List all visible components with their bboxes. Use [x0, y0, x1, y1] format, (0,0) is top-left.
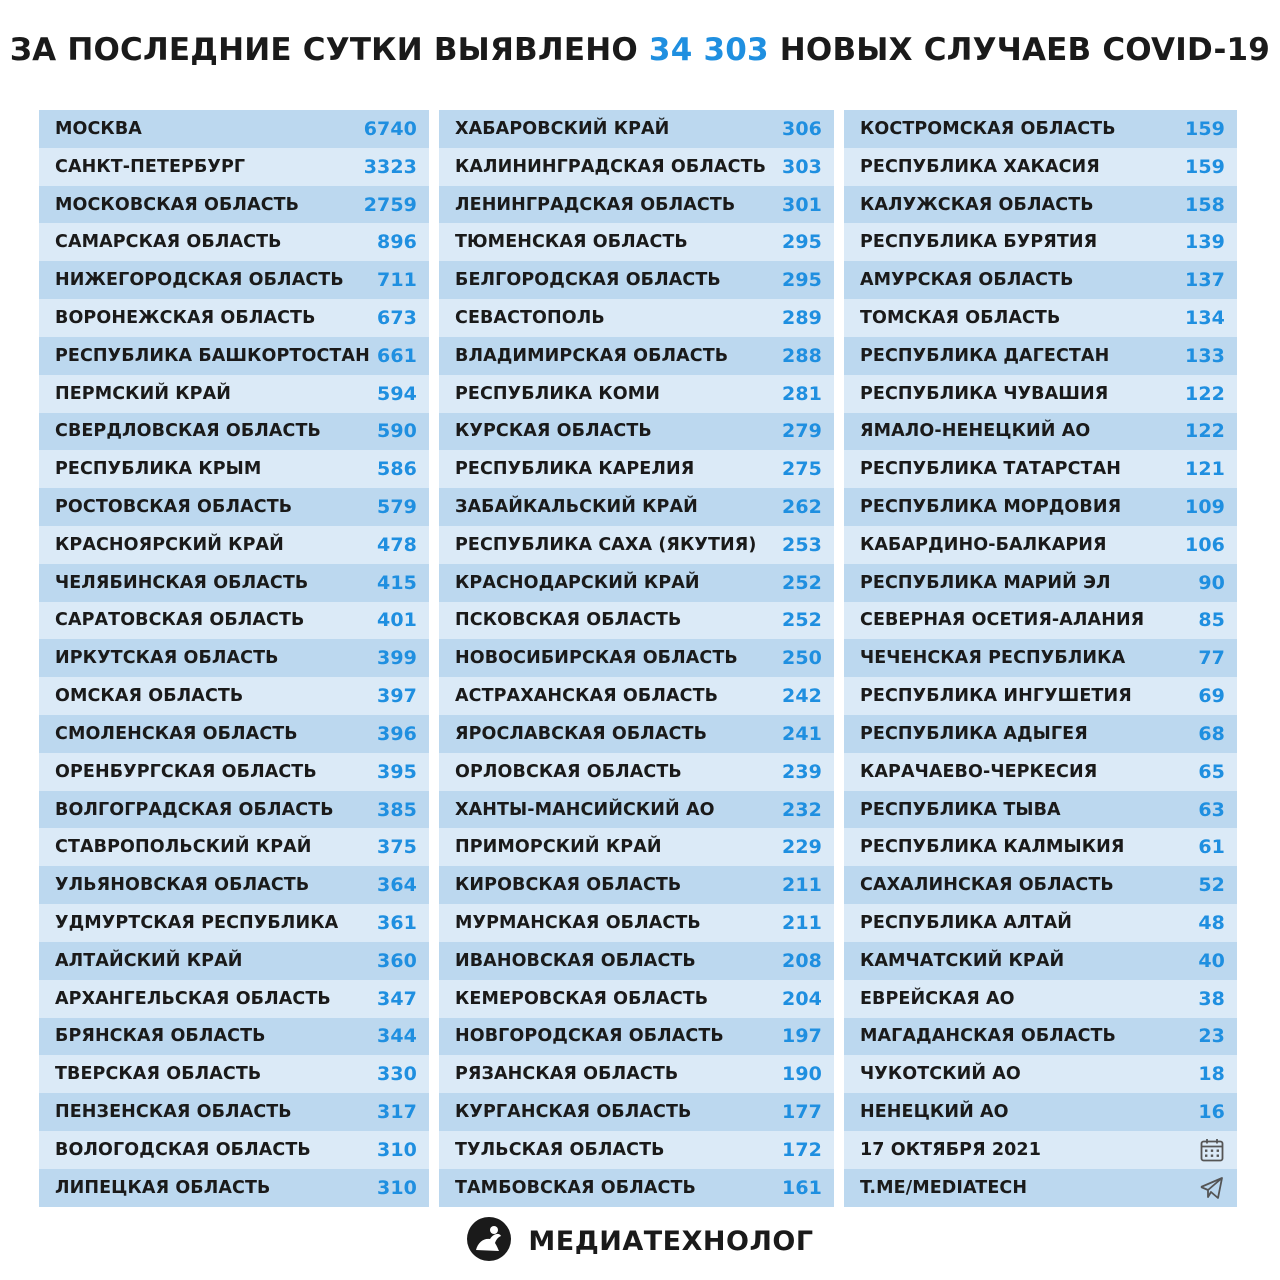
region-name: СТАВРОПОЛЬСКИЙ КРАЙ: [55, 837, 312, 858]
case-count: 579: [377, 496, 417, 519]
case-count: 122: [1185, 382, 1225, 405]
brand-name: МЕДИАТЕХНОЛОГ: [528, 1225, 814, 1257]
table-row: [439, 450, 834, 488]
case-count: 252: [782, 571, 822, 594]
title-prefix: ЗА ПОСЛЕДНИЕ СУТКИ ВЫЯВЛЕНО: [9, 32, 638, 68]
case-count: 40: [1198, 949, 1225, 972]
region-name: УДМУРТСКАЯ РЕСПУБЛИКА: [55, 912, 339, 933]
column-2: [439, 110, 834, 1207]
region-name: РЕСПУБЛИКА САХА (ЯКУТИЯ): [455, 534, 757, 555]
table-row: [39, 866, 429, 904]
table-row: [39, 980, 429, 1018]
region-name: УЛЬЯНОВСКАЯ ОБЛАСТЬ: [55, 875, 310, 896]
table-row: [39, 564, 429, 602]
table-row: [439, 980, 834, 1018]
case-count: 330: [377, 1063, 417, 1086]
region-name: БЕЛГОРОДСКАЯ ОБЛАСТЬ: [455, 270, 721, 291]
table-row: [439, 1055, 834, 1093]
region-name: РЕСПУБЛИКА ТЫВА: [860, 799, 1061, 820]
case-count: 90: [1198, 571, 1225, 594]
case-count: 159: [1185, 155, 1225, 178]
case-count: 139: [1185, 231, 1225, 254]
region-name: РЕСПУБЛИКА КОМИ: [455, 383, 660, 404]
table-row: [844, 602, 1237, 640]
table-row: [39, 110, 429, 148]
region-name: КАРАЧАЕВО-ЧЕРКЕСИЯ: [860, 761, 1098, 782]
table-row: [439, 110, 834, 148]
region-name: ИВАНОВСКАЯ ОБЛАСТЬ: [455, 950, 696, 971]
case-count: 364: [377, 874, 417, 897]
case-count: 253: [782, 533, 822, 556]
region-name: РЕСПУБЛИКА АДЫГЕЯ: [860, 723, 1088, 744]
region-name: ТВЕРСКАЯ ОБЛАСТЬ: [55, 1064, 262, 1085]
region-name: ИРКУТСКАЯ ОБЛАСТЬ: [55, 648, 279, 669]
region-name: РЕСПУБЛИКА ЧУВАШИЯ: [860, 383, 1109, 404]
case-count: 239: [782, 760, 822, 783]
case-count: 310: [377, 1138, 417, 1161]
table-row: [844, 337, 1237, 375]
case-count: 122: [1185, 420, 1225, 443]
region-name: РЕСПУБЛИКА КАЛМЫКИЯ: [860, 837, 1125, 858]
region-name: РЕСПУБЛИКА ХАКАСИЯ: [860, 156, 1100, 177]
table-row: [39, 602, 429, 640]
table-row: [39, 337, 429, 375]
region-name: ПЕРМСКИЙ КРАЙ: [55, 383, 231, 404]
region-name: РЕСПУБЛИКА ИНГУШЕТИЯ: [860, 686, 1132, 707]
case-count: 6740: [363, 117, 417, 140]
case-count: 48: [1198, 911, 1225, 934]
table-row: [439, 677, 834, 715]
case-count: 68: [1198, 722, 1225, 745]
region-name: ВОЛГОГРАДСКАЯ ОБЛАСТЬ: [55, 799, 334, 820]
case-count: 161: [782, 1176, 822, 1199]
region-name: АЛТАЙСКИЙ КРАЙ: [55, 950, 243, 971]
region-name: ЛИПЕЦКАЯ ОБЛАСТЬ: [55, 1177, 271, 1198]
region-name: ПРИМОРСКИЙ КРАЙ: [455, 837, 662, 858]
case-count: 303: [782, 155, 822, 178]
region-name: СМОЛЕНСКАЯ ОБЛАСТЬ: [55, 723, 298, 744]
case-count: 295: [782, 269, 822, 292]
region-name: САНКТ-ПЕТЕРБУРГ: [55, 156, 246, 177]
region-name: ХАБАРОВСКИЙ КРАЙ: [455, 118, 670, 139]
table-row: [844, 866, 1237, 904]
region-name: СВЕРДЛОВСКАЯ ОБЛАСТЬ: [55, 421, 321, 442]
table-row: [39, 299, 429, 337]
table-row: [844, 223, 1237, 261]
region-name: ПЕНЗЕНСКАЯ ОБЛАСТЬ: [55, 1102, 292, 1123]
footer: [0, 1216, 1280, 1266]
table-row: [439, 375, 834, 413]
region-name: ЧЕЧЕНСКАЯ РЕСПУБЛИКА: [860, 648, 1126, 669]
case-count: 594: [377, 382, 417, 405]
case-count: 295: [782, 231, 822, 254]
table-row: [844, 1018, 1237, 1056]
case-count: 69: [1198, 685, 1225, 708]
region-name: КУРСКАЯ ОБЛАСТЬ: [455, 421, 652, 442]
region-name: МАГАДАНСКАЯ ОБЛАСТЬ: [860, 1026, 1117, 1047]
table-row: [844, 715, 1237, 753]
region-name: МОСКОВСКАЯ ОБЛАСТЬ: [55, 194, 300, 215]
region-name: КАЛИНИНГРАДСКАЯ ОБЛАСТЬ: [455, 156, 767, 177]
region-name: РЕСПУБЛИКА ТАТАРСТАН: [860, 459, 1121, 480]
region-name: ХАНТЫ-МАНСИЙСКИЙ АО: [455, 799, 715, 820]
region-name: АСТРАХАНСКАЯ ОБЛАСТЬ: [455, 686, 719, 707]
case-count: 133: [1185, 344, 1225, 367]
case-count: 279: [782, 420, 822, 443]
table-row: [39, 715, 429, 753]
region-name: ПСКОВСКАЯ ОБЛАСТЬ: [455, 610, 682, 631]
region-name: САХАЛИНСКАЯ ОБЛАСТЬ: [860, 875, 1114, 896]
region-name: САРАТОВСКАЯ ОБЛАСТЬ: [55, 610, 305, 631]
table-row: [39, 791, 429, 829]
region-name: РЕСПУБЛИКА ДАГЕСТАН: [860, 345, 1110, 366]
case-count: 197: [782, 1025, 822, 1048]
table-row: [439, 639, 834, 677]
table-row: [844, 980, 1237, 1018]
table-row: [844, 1055, 1237, 1093]
region-name: КИРОВСКАЯ ОБЛАСТЬ: [455, 875, 682, 896]
table-row: [844, 828, 1237, 866]
case-count: 204: [782, 987, 822, 1010]
case-count: 52: [1198, 874, 1225, 897]
case-count: 289: [782, 306, 822, 329]
case-count: 262: [782, 496, 822, 519]
table-row: [39, 526, 429, 564]
case-count: 361: [377, 911, 417, 934]
case-count: 711: [377, 269, 417, 292]
telegram-link[interactable]: T.ME/MEDIATECH: [860, 1177, 1028, 1198]
case-count: 478: [377, 533, 417, 556]
region-name: КРАСНОЯРСКИЙ КРАЙ: [55, 534, 284, 555]
case-count: 18: [1198, 1063, 1225, 1086]
region-name: СЕВЕРНАЯ ОСЕТИЯ-АЛАНИЯ: [860, 610, 1145, 631]
region-name: ТУЛЬСКАЯ ОБЛАСТЬ: [455, 1139, 665, 1160]
region-name: МОСКВА: [55, 118, 142, 139]
table-row: [439, 828, 834, 866]
case-count: 344: [377, 1025, 417, 1048]
region-name: КУРГАНСКАЯ ОБЛАСТЬ: [455, 1102, 692, 1123]
region-name: НОВОСИБИРСКАЯ ОБЛАСТЬ: [455, 648, 738, 669]
table-row: [844, 110, 1237, 148]
case-count: 109: [1185, 496, 1225, 519]
table-row: [439, 564, 834, 602]
region-name: СЕВАСТОПОЛЬ: [455, 307, 605, 328]
table-row: [439, 337, 834, 375]
case-count: 106: [1185, 533, 1225, 556]
page-title: [0, 32, 1280, 68]
region-name: НОВГОРОДСКАЯ ОБЛАСТЬ: [455, 1026, 724, 1047]
date-row: [844, 1131, 1237, 1169]
case-count: 275: [782, 458, 822, 481]
region-name: КЕМЕРОВСКАЯ ОБЛАСТЬ: [455, 988, 709, 1009]
case-count: 85: [1198, 609, 1225, 632]
case-count: 77: [1198, 647, 1225, 670]
region-name: ТОМСКАЯ ОБЛАСТЬ: [860, 307, 1061, 328]
case-count: 241: [782, 722, 822, 745]
table-row: [39, 1131, 429, 1169]
case-count: 385: [377, 798, 417, 821]
table-row: [439, 299, 834, 337]
case-count: 23: [1198, 1025, 1225, 1048]
case-count: 590: [377, 420, 417, 443]
table-row: [39, 904, 429, 942]
case-count: 65: [1198, 760, 1225, 783]
table-row: [39, 1169, 429, 1207]
case-count: 158: [1185, 193, 1225, 216]
region-name: ВЛАДИМИРСКАЯ ОБЛАСТЬ: [455, 345, 729, 366]
table-row: [439, 904, 834, 942]
table-row: [844, 261, 1237, 299]
region-name: ЕВРЕЙСКАЯ АО: [860, 988, 1015, 1009]
table-row: [39, 1093, 429, 1131]
case-count: 177: [782, 1101, 822, 1124]
table-row: [439, 753, 834, 791]
total-cases: 34 303: [648, 32, 769, 68]
table-row: [844, 413, 1237, 451]
region-name: ЛЕНИНГРАДСКАЯ ОБЛАСТЬ: [455, 194, 736, 215]
table-row: [439, 715, 834, 753]
region-name: РЕСПУБЛИКА АЛТАЙ: [860, 912, 1073, 933]
table-row: [439, 148, 834, 186]
case-count: 159: [1185, 117, 1225, 140]
table-row: [439, 1169, 834, 1207]
region-name: КРАСНОДАРСКИЙ КРАЙ: [455, 572, 700, 593]
case-count: 306: [782, 117, 822, 140]
table-row: [844, 186, 1237, 224]
region-name: РОСТОВСКАЯ ОБЛАСТЬ: [55, 497, 293, 518]
table-row: [39, 639, 429, 677]
column-1: [39, 110, 429, 1207]
region-name: САМАРСКАЯ ОБЛАСТЬ: [55, 232, 282, 253]
case-count: 3323: [363, 155, 417, 178]
case-count: 347: [377, 987, 417, 1010]
report-date: 17 ОКТЯБРЯ 2021: [860, 1139, 1041, 1160]
region-name: КАМЧАТСКИЙ КРАЙ: [860, 950, 1065, 971]
case-count: 396: [377, 722, 417, 745]
table-row: [39, 753, 429, 791]
table-row: [39, 261, 429, 299]
case-count: 252: [782, 609, 822, 632]
region-name: КАБАРДИНО-БАЛКАРИЯ: [860, 534, 1107, 555]
region-name: РЕСПУБЛИКА КРЫМ: [55, 459, 262, 480]
table-row: [39, 186, 429, 224]
table-row: [39, 942, 429, 980]
case-count: 232: [782, 798, 822, 821]
table-row: [844, 564, 1237, 602]
table-row: [844, 299, 1237, 337]
case-count: 16: [1198, 1101, 1225, 1124]
case-count: 310: [377, 1176, 417, 1199]
table-row: [439, 1093, 834, 1131]
table-row: [439, 1131, 834, 1169]
case-count: 121: [1185, 458, 1225, 481]
region-name: ЧУКОТСКИЙ АО: [860, 1064, 1021, 1085]
table-row: [439, 186, 834, 224]
table-row: [439, 526, 834, 564]
region-name: РЕСПУБЛИКА БУРЯТИЯ: [860, 232, 1098, 253]
table-row: [844, 942, 1237, 980]
region-name: АМУРСКАЯ ОБЛАСТЬ: [860, 270, 1074, 291]
region-name: ТЮМЕНСКАЯ ОБЛАСТЬ: [455, 232, 688, 253]
case-count: 896: [377, 231, 417, 254]
case-count: 375: [377, 836, 417, 859]
table-row: [844, 639, 1237, 677]
region-name: ОРЛОВСКАЯ ОБЛАСТЬ: [455, 761, 682, 782]
table-row: [39, 413, 429, 451]
case-count: 401: [377, 609, 417, 632]
table-row: [439, 413, 834, 451]
column-3: [844, 110, 1237, 1207]
table-row: [39, 488, 429, 526]
region-name: ТАМБОВСКАЯ ОБЛАСТЬ: [455, 1177, 696, 1198]
case-count: 211: [782, 911, 822, 934]
case-count: 397: [377, 685, 417, 708]
case-count: 137: [1185, 269, 1225, 292]
case-count: 229: [782, 836, 822, 859]
case-count: 395: [377, 760, 417, 783]
region-name: ОМСКАЯ ОБЛАСТЬ: [55, 686, 244, 707]
case-count: 63: [1198, 798, 1225, 821]
case-count: 301: [782, 193, 822, 216]
case-count: 2759: [363, 193, 417, 216]
case-count: 586: [377, 458, 417, 481]
region-name: РЕСПУБЛИКА МАРИЙ ЭЛ: [860, 572, 1111, 593]
region-name: ЯРОСЛАВСКАЯ ОБЛАСТЬ: [455, 723, 708, 744]
region-name: БРЯНСКАЯ ОБЛАСТЬ: [55, 1026, 266, 1047]
region-name: ВОЛОГОДСКАЯ ОБЛАСТЬ: [55, 1139, 311, 1160]
region-name: ЯМАЛО-НЕНЕЦКИЙ АО: [860, 421, 1091, 442]
mediatech-logo-icon: [466, 1216, 512, 1266]
region-name: РЯЗАНСКАЯ ОБЛАСТЬ: [455, 1064, 679, 1085]
table-row: [39, 450, 429, 488]
table-row: [844, 904, 1237, 942]
table-row: [844, 375, 1237, 413]
case-count: 661: [377, 344, 417, 367]
table-row: [844, 1093, 1237, 1131]
case-count: 281: [782, 382, 822, 405]
table-row: [844, 488, 1237, 526]
case-count: 250: [782, 647, 822, 670]
region-name: ВОРОНЕЖСКАЯ ОБЛАСТЬ: [55, 307, 316, 328]
telegram-icon: [1199, 1176, 1225, 1200]
case-count: 38: [1198, 987, 1225, 1010]
table-row: [39, 1055, 429, 1093]
table-row: [39, 1018, 429, 1056]
table-row: [439, 1018, 834, 1056]
region-name: ЧЕЛЯБИНСКАЯ ОБЛАСТЬ: [55, 572, 309, 593]
table-row: [439, 261, 834, 299]
case-count: 673: [377, 306, 417, 329]
case-count: 61: [1198, 836, 1225, 859]
table-row: [39, 148, 429, 186]
table-row: [439, 866, 834, 904]
case-count: 399: [377, 647, 417, 670]
case-count: 208: [782, 949, 822, 972]
table-row: [439, 942, 834, 980]
table-row: [439, 791, 834, 829]
case-count: 172: [782, 1138, 822, 1161]
title-suffix: НОВЫХ СЛУЧАЕВ COVID-19: [779, 32, 1271, 68]
region-name: ЗАБАЙКАЛЬСКИЙ КРАЙ: [455, 497, 698, 518]
region-name: КОСТРОМСКАЯ ОБЛАСТЬ: [860, 118, 1116, 139]
region-name: НЕНЕЦКИЙ АО: [860, 1102, 1009, 1123]
region-name: КАЛУЖСКАЯ ОБЛАСТЬ: [860, 194, 1094, 215]
case-count: 317: [377, 1101, 417, 1124]
region-name: РЕСПУБЛИКА КАРЕЛИЯ: [455, 459, 695, 480]
case-count: 190: [782, 1063, 822, 1086]
case-count: 360: [377, 949, 417, 972]
table-row: [39, 677, 429, 715]
calendar-icon: [1199, 1137, 1225, 1163]
region-name: АРХАНГЕЛЬСКАЯ ОБЛАСТЬ: [55, 988, 331, 1009]
table-row: [439, 488, 834, 526]
case-count: 288: [782, 344, 822, 367]
table-row: [844, 148, 1237, 186]
region-name: ОРЕНБУРГСКАЯ ОБЛАСТЬ: [55, 761, 317, 782]
table-row: [844, 677, 1237, 715]
case-count: 415: [377, 571, 417, 594]
table-row: [39, 223, 429, 261]
region-name: РЕСПУБЛИКА МОРДОВИЯ: [860, 497, 1122, 518]
table-row: [844, 526, 1237, 564]
table-row: [439, 223, 834, 261]
table-row: [844, 450, 1237, 488]
cases-table: [39, 110, 1237, 1207]
case-count: 211: [782, 874, 822, 897]
telegram-link-row[interactable]: [844, 1169, 1237, 1207]
region-name: НИЖЕГОРОДСКАЯ ОБЛАСТЬ: [55, 270, 344, 291]
case-count: 134: [1185, 306, 1225, 329]
region-name: МУРМАНСКАЯ ОБЛАСТЬ: [455, 912, 701, 933]
table-row: [844, 753, 1237, 791]
region-name: РЕСПУБЛИКА БАШКОРТОСТАН: [55, 345, 370, 366]
table-row: [39, 375, 429, 413]
table-row: [39, 828, 429, 866]
case-count: 242: [782, 685, 822, 708]
table-row: [844, 791, 1237, 829]
table-row: [439, 602, 834, 640]
